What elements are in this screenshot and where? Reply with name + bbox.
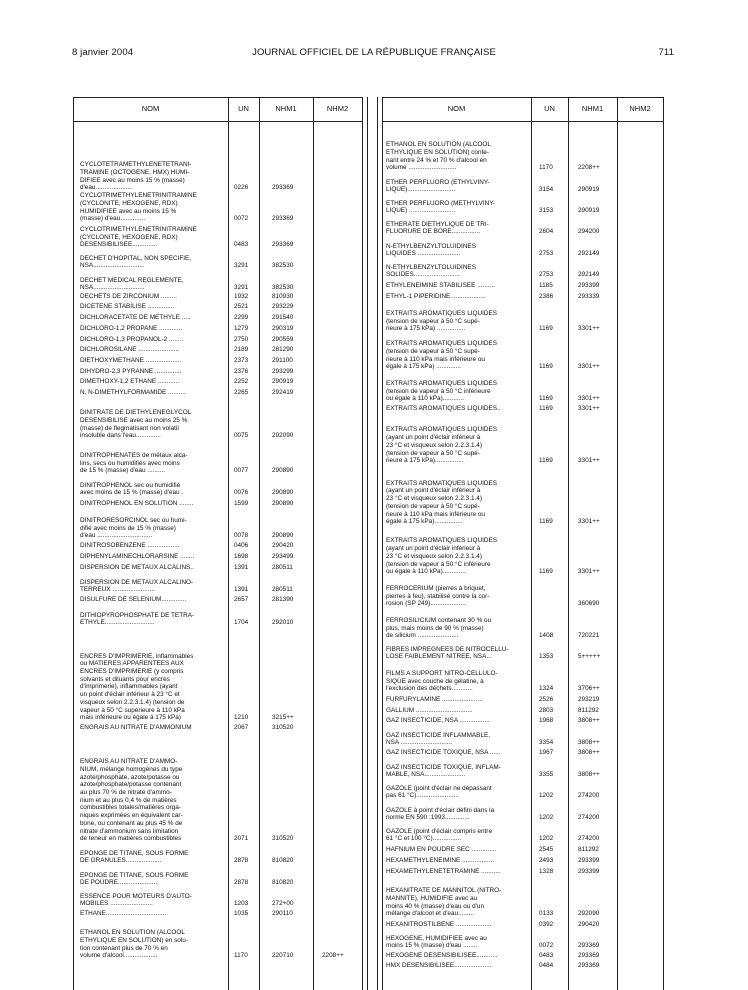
table-row bbox=[80, 563, 362, 572]
cell-nhm1: 810820 bbox=[272, 857, 294, 865]
table-row bbox=[386, 240, 662, 258]
cell-nhm1: 290420 bbox=[578, 921, 600, 929]
cell-un: 1169 bbox=[539, 325, 553, 333]
cell-un: 1324 bbox=[539, 685, 554, 693]
table-row bbox=[386, 281, 662, 290]
cell-nom: DICETENE STABILISE ............... bbox=[80, 303, 175, 311]
cell-nom: N-ETHYLBENZYLTOLUIDINES LIQUIDES ........................ bbox=[386, 242, 476, 258]
cell-nhm1: 2208++ bbox=[578, 164, 600, 172]
left-table-header-rule bbox=[73, 121, 362, 122]
cell-un: 1170 bbox=[539, 164, 553, 172]
cell-nom: DINITRORESORCINOL sec ou humi- difié avec moins de 15 % (masse) d'eau ............................... bbox=[80, 516, 187, 540]
table-row bbox=[386, 804, 662, 822]
cell-un: 0133 bbox=[539, 910, 554, 918]
cell-nom: ENGRAIS AU NITRATE D'AMMO- NIUM, mélange homogènes du type azote/phosphate, azote/potasse ou azote/phosphate/potasse contenant au plus 70 % de nitrate d'ammo- nium et au plus 0,4 % de matières combustibles totales/matières orga- niques exprimées en équivalent car- bone, ou contenant au plus 45 % de nitrate d'ammonium sans limitation de teneur en matières combustibles bbox=[80, 758, 183, 843]
cell-nhm1: 5+++++ bbox=[578, 653, 601, 661]
cell-nhm1: 293399 bbox=[578, 857, 600, 865]
cell-nom: EXTRAITS AROMATIQUES LIQUIDES (tension de vapeur à 50 °C supé- rieure à 175 kPa) ................ bbox=[386, 309, 498, 333]
cell-un: 2252 bbox=[234, 378, 249, 386]
table-row bbox=[80, 541, 362, 550]
cell-un: 0484 bbox=[539, 962, 554, 970]
table-row bbox=[80, 924, 362, 960]
right-header-un: UN bbox=[544, 104, 555, 113]
cell-un: 3355 bbox=[539, 771, 554, 779]
table-row bbox=[80, 302, 362, 311]
table-row bbox=[80, 443, 362, 475]
cell-un: 2376 bbox=[234, 368, 249, 376]
cell-nhm1: 3301++ bbox=[578, 325, 600, 333]
cell-nom: HMX DESENSIBILISEE..................... bbox=[386, 962, 492, 970]
cell-nom: GAZ INSECTICIDE, NSA ................. bbox=[386, 717, 490, 725]
cell-un: 2299 bbox=[234, 314, 249, 322]
table-row bbox=[386, 761, 662, 779]
right-header-nhm1: NHM1 bbox=[581, 104, 604, 113]
cell-nom: DINITROSOBENZENE .................. bbox=[80, 542, 180, 550]
cell-nom: DINITROPHENATES de métaux alca- lins, secs ou humidifiés avec moins de 15 % (masse) d'eau .......... bbox=[80, 451, 188, 475]
cell-nhm1: 3808++ bbox=[578, 771, 600, 779]
cell-nhm1: 272+00 bbox=[272, 900, 294, 908]
cell-un: 0077 bbox=[234, 467, 249, 475]
cell-un: 3291 bbox=[234, 284, 249, 292]
cell-un: 1391 bbox=[234, 564, 249, 572]
cell-nhm1: 274200 bbox=[578, 792, 600, 800]
cell-nhm1: 290919 bbox=[272, 378, 294, 386]
cell-un: 1202 bbox=[539, 792, 554, 800]
cell-nom: N-ETHYLBENZYLTOLUIDINES SOLIDES.......................... bbox=[386, 263, 476, 279]
table-row bbox=[386, 261, 662, 279]
table-row bbox=[386, 729, 662, 747]
cell-nhm1: 720221 bbox=[578, 632, 600, 640]
table-row bbox=[80, 595, 362, 604]
cell-nhm1: 290890 bbox=[272, 500, 294, 508]
cell-un: 1599 bbox=[234, 500, 249, 508]
cell-nhm1: 290319 bbox=[272, 325, 294, 333]
table-row bbox=[80, 909, 362, 918]
cell-nom: CYCLOTRIMETHYLENETRINITRAMINE (CYCLONITE, HEXOGENE, RDX) DESENSIBILISEE.............. bbox=[80, 225, 197, 249]
left-table-border-right bbox=[362, 97, 363, 990]
cell-nhm1: 292090 bbox=[578, 910, 600, 918]
cell-nhm1: 293369 bbox=[272, 215, 294, 223]
cell-un: 2878 bbox=[234, 857, 249, 865]
cell-nom: DICHLOROSILANE ....................... bbox=[80, 346, 180, 354]
cell-nom: EPONGE DE TITANE, SOUS FORME DE GRANULES.................... bbox=[80, 849, 189, 865]
cell-un: 1698 bbox=[234, 553, 249, 561]
left-header-nom: NOM bbox=[141, 104, 160, 113]
table-row bbox=[80, 356, 362, 365]
cell-nhm1: 293229 bbox=[272, 303, 294, 311]
cell-nhm1: 293369 bbox=[272, 241, 294, 249]
table-row bbox=[386, 176, 662, 194]
table-row bbox=[386, 867, 662, 876]
cell-un: 1353 bbox=[539, 653, 554, 661]
table-row bbox=[386, 218, 662, 236]
cell-nom: ETHERATE DIETHYLIQUE DE TRI- FLUORURE DE BORE................ bbox=[386, 220, 489, 236]
cell-nhm1: 290890 bbox=[272, 489, 294, 497]
table-row bbox=[386, 926, 662, 950]
cell-nom: FILMS A SUPPORT NITRO-CELLULO- SIQUE avec couche de gélatine, à l'exclusion des déchets............ bbox=[386, 669, 498, 693]
cell-nhm1: 290919 bbox=[578, 186, 600, 194]
cell-un: 2750 bbox=[234, 336, 249, 344]
table-row bbox=[80, 576, 362, 594]
cell-nom: DICHLORO-1,2 PROPANE ............. bbox=[80, 325, 183, 333]
cell-nom: DISPERSION DE METAUX ALCALINS.. bbox=[80, 564, 194, 572]
cell-un: 1035 bbox=[234, 910, 249, 918]
cell-nhm1: 281390 bbox=[272, 596, 294, 604]
cell-nhm1: 290420 bbox=[272, 542, 294, 550]
cell-nom: EXTRAITS AROMATIQUES LIQUIDES (tension de vapeur à 50 °C inférieure ou égale à 110 kPa)............ bbox=[386, 379, 498, 403]
page-number: 711 bbox=[658, 47, 674, 58]
cell-nom: DISULFURE DE SELENIUM.............. bbox=[80, 596, 187, 604]
cell-nom: ENGRAIS AU NITRATE D'AMMONIUM bbox=[80, 724, 192, 732]
cell-nhm1: 293219 bbox=[578, 696, 600, 704]
cell-nhm1: 3301++ bbox=[578, 405, 600, 413]
cell-nom: EXTRAITS AROMATIQUES LIQUIDES (ayant un point d'éclair inférieur à 23 °C et visqueux selon 2.2.3.1.4) (tension de vapeur à 50 °C inférieure ou égale à 110 kPa)............. bbox=[386, 537, 498, 576]
left-header-nhm1: NHM1 bbox=[275, 104, 297, 113]
right-table-border-right bbox=[663, 97, 664, 990]
cell-un: 2753 bbox=[539, 271, 554, 279]
right-table-header-rule bbox=[382, 121, 663, 122]
cell-nom: GAZOLE à point d'éclair défini dans la norme EN 590 :1993.............. bbox=[386, 806, 495, 822]
cell-nhm1: 3301++ bbox=[578, 568, 600, 576]
table-row bbox=[386, 878, 662, 918]
cell-nhm1: 3301++ bbox=[578, 457, 600, 465]
cell-nom: DINITRATE DE DIETHYLENEGLYCOL DESENSIBILISE avec au moins 25 % (masse) de flegmatisant non volatil insoluble dans l'eau.............. bbox=[80, 409, 192, 440]
cell-un: 3154 bbox=[539, 186, 554, 194]
cell-nom: GALLIUM ................................ bbox=[386, 707, 473, 715]
cell-un: 2373 bbox=[234, 357, 249, 365]
cell-un: 1932 bbox=[234, 293, 249, 301]
table-row bbox=[80, 367, 362, 376]
table-row bbox=[386, 782, 662, 800]
cell-un: 2604 bbox=[539, 228, 554, 236]
cell-un: 1202 bbox=[539, 814, 554, 822]
cell-nom: GAZ INSECTICIDE TOXIQUE, NSA ...... bbox=[386, 749, 501, 757]
table-row bbox=[80, 377, 362, 386]
cell-nhm1: 810930 bbox=[272, 293, 294, 301]
cell-nom: GAZOLE (point d'éclair ne dépassant pas 61 °C)........................ bbox=[386, 784, 492, 800]
cell-nom: HEXAMETHYLENEIMINE .................. bbox=[386, 857, 494, 865]
table-row bbox=[80, 847, 362, 865]
cell-un: 2386 bbox=[539, 293, 554, 301]
right-table-top-rule bbox=[382, 97, 663, 98]
table-row bbox=[386, 748, 662, 757]
table-row bbox=[386, 576, 662, 608]
left-table-border bbox=[73, 97, 74, 990]
cell-nom: HAFNIUM EN POUDRE SEC .............. bbox=[386, 846, 497, 854]
table-row bbox=[80, 634, 362, 722]
cell-nhm1: 290890 bbox=[272, 532, 294, 540]
cell-un: 3291 bbox=[234, 262, 249, 270]
table-row bbox=[386, 404, 662, 413]
table-row bbox=[80, 723, 362, 732]
table-row bbox=[386, 706, 662, 715]
center-double-rule bbox=[367, 97, 368, 990]
cell-un: 0483 bbox=[234, 241, 249, 249]
cell-un: 0392 bbox=[539, 921, 554, 929]
table-row bbox=[80, 869, 362, 887]
cell-nom: GAZ INSECTICIDE TOXIQUE, INFLAM- MABLE, NSA....................... bbox=[386, 763, 501, 779]
table-row bbox=[80, 160, 362, 192]
header-date: 8 janvier 2004 bbox=[72, 47, 134, 58]
cell-nhm1: 3706++ bbox=[578, 685, 600, 693]
cell-un: 2753 bbox=[539, 250, 554, 258]
table-row bbox=[80, 735, 362, 843]
cell-un: 2071 bbox=[234, 835, 249, 843]
cell-un: 1169 bbox=[539, 457, 553, 465]
cell-un: 0076 bbox=[234, 489, 249, 497]
cell-un: 0072 bbox=[234, 215, 249, 223]
cell-nom: EXTRAITS AROMATIQUES LIQUIDES (ayant un point d'éclair inférieur à 23 °C et visqueux selon 2.2.3.1.4) (tension de vapeur à 50 °C supé- rieure à 110 kPa mais inférieure ou égale à 175 kPa)................ bbox=[386, 479, 498, 526]
cell-nhm1: 290559 bbox=[272, 336, 294, 344]
cell-nom: GAZ INSECTICIDE INFLAMMABLE, NSA ............................. bbox=[386, 731, 491, 747]
cell-nhm1: 291100 bbox=[272, 357, 293, 365]
right-header-nom: NOM bbox=[447, 104, 466, 113]
cell-un: 1169 bbox=[539, 395, 553, 403]
table-row bbox=[386, 136, 662, 172]
cell-nom: DIPHENYLAMINECHLORARSINE ........ bbox=[80, 553, 195, 561]
cell-nhm1: 281290 bbox=[272, 346, 294, 354]
cell-nom: DISPERSION DE METAUX ALCALINO- TERREUX ........................ bbox=[80, 578, 194, 594]
cell-nhm2: 2208++ bbox=[322, 952, 344, 960]
cell-un: 0483 bbox=[539, 952, 554, 960]
cell-un: 1391 bbox=[234, 586, 249, 594]
cell-un: 0406 bbox=[234, 542, 249, 550]
cell-nhm1: 290890 bbox=[272, 467, 294, 475]
cell-nhm1: 220710 bbox=[272, 952, 294, 960]
cell-nhm1: 310520 bbox=[272, 724, 294, 732]
cell-un: 3153 bbox=[539, 207, 554, 215]
cell-nhm1: 293369 bbox=[578, 942, 600, 950]
cell-nhm1: 3808++ bbox=[578, 717, 600, 725]
cell-nom: FERROCERIUM (pierres à briquet, pierres à feu), stabilisé contre la cor- rosion (SP 249).................... bbox=[386, 584, 490, 608]
cell-nom: DECHET D'HOPITAL, NON SPECIFIE, NSA............................. bbox=[80, 254, 192, 270]
cell-un: 2067 bbox=[234, 724, 249, 732]
cell-un: 2657 bbox=[234, 596, 249, 604]
cell-nom: EXTRAITS AROMATIQUES LIQUIDES.. bbox=[386, 405, 501, 413]
cell-un: 1210 bbox=[234, 714, 249, 722]
cell-nhm1: 280511 bbox=[272, 564, 293, 572]
cell-nhm1: 291540 bbox=[272, 314, 294, 322]
cell-un: 0072 bbox=[539, 942, 554, 950]
cell-nom: CYCLOTETRAMETHYLENETETRANI- TRAMINE (OCTOGENE, HMX) HUMI- DIFIEE avec au moins 15 % (masse) d'eau..................... bbox=[80, 161, 192, 192]
cell-nhm1: 310520 bbox=[272, 835, 294, 843]
cell-nom: ETHER PERFLUORO (METHYLVINY- LIQUE) .......................... bbox=[386, 199, 496, 215]
cell-nom: ESSENCE POUR MOTEURS D'AUTO- MOBILES ........................ bbox=[80, 892, 192, 908]
cell-un: 3354 bbox=[539, 739, 554, 747]
table-row bbox=[386, 468, 662, 526]
cell-nhm1: 382530 bbox=[272, 284, 294, 292]
cell-nhm1: 294200 bbox=[578, 228, 600, 236]
cell-un: 2878 bbox=[234, 879, 249, 887]
cell-nhm1: 280511 bbox=[272, 586, 293, 594]
table-row bbox=[386, 845, 662, 854]
cell-un: 1203 bbox=[234, 900, 249, 908]
cell-nhm1: 292149 bbox=[578, 271, 600, 279]
cell-nom: ENCRES D'IMPRIMERIE, inflammables ou MATIERES APPARENTEES AUX ENCRES D'IMPRIMERIE (y compris solvants et diluants pour encres d'imprimerie), inflammables (ayant un point d'éclair inférieur à 23 °C et visqueux selon 2.2.3.1.4) (tension de vapeur à 50 °C supérieure à 110 kPa mais inférieure ou égale à 175 kPa) bbox=[80, 652, 194, 722]
table-row bbox=[80, 225, 362, 249]
cell-un: 0226 bbox=[234, 184, 249, 192]
table-row bbox=[80, 345, 362, 354]
cell-nhm1: 293339 bbox=[578, 293, 600, 301]
cell-un: 1169 bbox=[539, 518, 553, 526]
cell-nhm1: 293499 bbox=[272, 553, 294, 561]
cell-nom: DINITROPHENOL sec ou humidifié avec moins de 15 % (masse) d'eau . bbox=[80, 481, 184, 497]
cell-nom: ETHER PERFLUORO (ETHYLVINY- LIQUE)........................... bbox=[386, 178, 490, 194]
cell-nom: EPONGE DE TITANE, SOUS FORME DE POUDRE....................... bbox=[80, 871, 189, 887]
left-header-nhm2: NHM2 bbox=[326, 104, 349, 113]
cell-un: 1202 bbox=[539, 835, 554, 843]
table-row bbox=[80, 473, 362, 497]
cell-nhm1: 811292 bbox=[578, 846, 599, 854]
cell-nom: N, N-DIMETHYLFORMAMIDE .......... bbox=[80, 389, 186, 397]
table-row bbox=[386, 825, 662, 843]
cell-nom: ETHANOL EN SOLUTION (ALCOOL ETHYLIQUE EN SOLUTION) conte- nant entre 24 % et 70 % d'alcool en volume ........................... bbox=[386, 141, 491, 172]
table-row bbox=[386, 301, 662, 333]
cell-un: 2803 bbox=[539, 707, 554, 715]
cell-nom: EXTRAITS AROMATIQUES LIQUIDES (tension de vapeur à 50 °C supé- rieure à 110 kPa mais inférieure ou égale à 175 kPa) .............. bbox=[386, 340, 498, 371]
table-row bbox=[386, 695, 662, 704]
cell-un: 2493 bbox=[539, 857, 554, 865]
cell-nom: ETHANOL EN SOLUTION (ALCOOL ETHYLIQUE EN SOLUTION) en solu- tion contenant plus de 70 % en volume d'alcool................... bbox=[80, 929, 188, 960]
cell-nom: HEXAMETHYLENETETRAMINE ........... bbox=[386, 868, 501, 876]
cell-un: 2526 bbox=[539, 696, 554, 704]
cell-nom: HEXANITRATE DE MANNITOL (NITRO- MANNITE), HUMIDIFIE avec au moins 40 % (masse) d'eau ou d'un mélange d'alcool et d'eau......... bbox=[386, 887, 502, 918]
cell-nhm1: 290919 bbox=[578, 207, 600, 215]
cell-un: 1170 bbox=[234, 952, 248, 960]
cell-un: 1185 bbox=[539, 282, 553, 290]
cell-nom: HEXOGENE DESENSIBILISEE............ bbox=[386, 952, 498, 960]
table-row bbox=[80, 324, 362, 333]
cell-nhm1: 3301++ bbox=[578, 518, 600, 526]
left-table-top-rule bbox=[73, 97, 362, 98]
cell-un: 1169 bbox=[539, 568, 553, 576]
cell-nom: ETHYLENEIMINE STABILISEE .......... bbox=[386, 282, 495, 290]
cell-nom: DIHYDRO-2,3 PYRANNE ............... bbox=[80, 368, 182, 376]
cell-nhm1: 293369 bbox=[272, 184, 294, 192]
cell-nom: FURFURYLAMINE ....................... bbox=[386, 696, 483, 704]
center-double-rule bbox=[377, 97, 378, 990]
cell-un: 1704 bbox=[234, 619, 249, 627]
cell-un: 1328 bbox=[539, 868, 554, 876]
table-row bbox=[386, 331, 662, 371]
cell-un: 1408 bbox=[539, 632, 554, 640]
table-row bbox=[80, 388, 362, 397]
cell-nhm1: 274200 bbox=[578, 814, 600, 822]
table-row bbox=[386, 528, 662, 576]
cell-nhm1: 3301++ bbox=[578, 363, 600, 371]
cell-nom: DINITROPHENOL EN SOLUTION ........ bbox=[80, 500, 194, 508]
table-row bbox=[80, 398, 362, 440]
cell-nom: ETHANE.................................. bbox=[80, 910, 167, 918]
table-row bbox=[80, 274, 362, 292]
table-row bbox=[80, 609, 362, 627]
table-row bbox=[386, 856, 662, 865]
cell-un: 2521 bbox=[234, 303, 249, 311]
cell-nom: DICHLORACETATE DE METHYLE ..... bbox=[80, 314, 191, 322]
table-row bbox=[80, 890, 362, 908]
cell-nom: DIETHOXYMETHANE .................... bbox=[80, 357, 182, 365]
table-row bbox=[386, 653, 662, 693]
cell-nhm1: 293399 bbox=[578, 868, 600, 876]
cell-un: 2189 bbox=[234, 346, 249, 354]
cell-nhm1: 274200 bbox=[578, 835, 600, 843]
cell-nhm1: 382530 bbox=[272, 262, 294, 270]
cell-nom: GAZOLE (point d'éclair compris entre 61 °C et 100 °C)................ bbox=[386, 827, 492, 843]
left-header-un: UN bbox=[238, 104, 249, 113]
journal-title: JOURNAL OFFICIEL DE LA RÉPUBLIQUE FRANÇAISE bbox=[252, 47, 496, 58]
cell-nom: FIBRES IMPREGNEES DE NITROCELLU- LOSE FAIBLEMENT NITREE, NSA... bbox=[386, 645, 509, 661]
cell-nhm1: 360690 bbox=[578, 600, 600, 608]
cell-nhm1: 3808++ bbox=[578, 749, 600, 757]
cell-nhm1: 293369 bbox=[578, 952, 600, 960]
cell-un: 0078 bbox=[234, 532, 249, 540]
table-row bbox=[80, 508, 362, 540]
cell-un: 1967 bbox=[539, 749, 554, 757]
cell-un: 1169 bbox=[539, 405, 553, 413]
cell-nom: DECHET MEDICAL REGLEMENTE, NSA............................. bbox=[80, 276, 184, 292]
cell-nhm1: 292149 bbox=[578, 250, 600, 258]
cell-un: 1968 bbox=[539, 717, 554, 725]
table-row bbox=[80, 313, 362, 322]
cell-nhm1: 292419 bbox=[272, 389, 294, 397]
cell-nom: DITHIOPYROPHOSPHATE DE TETRA- ETHYLE............................ bbox=[80, 611, 195, 627]
cell-nom: DECHETS DE ZIRCONIUM ......... bbox=[80, 293, 177, 301]
cell-nom: DICHLORO-1,3 PROPANOL-2 ........ bbox=[80, 336, 184, 344]
cell-un: 1169 bbox=[539, 363, 553, 371]
table-row bbox=[80, 552, 362, 561]
cell-nom: DIMETHOXY-1,2 ETHANE ............ bbox=[80, 378, 180, 386]
table-row bbox=[80, 292, 362, 301]
table-row bbox=[80, 499, 362, 508]
cell-un: 2265 bbox=[234, 389, 249, 397]
table-row bbox=[386, 716, 662, 725]
table-row bbox=[386, 371, 662, 403]
cell-nhm1: 3215++ bbox=[272, 714, 294, 722]
cell-nhm1: 293299 bbox=[272, 368, 294, 376]
cell-nhm1: 290110 bbox=[272, 910, 293, 918]
right-header-nhm2: NHM2 bbox=[629, 104, 651, 113]
table-row bbox=[386, 961, 662, 970]
table-row bbox=[80, 252, 362, 270]
cell-nhm1: 3808++ bbox=[578, 739, 600, 747]
cell-nhm1: 810820 bbox=[272, 879, 294, 887]
cell-un: 0075 bbox=[234, 432, 249, 440]
table-row bbox=[80, 335, 362, 344]
table-row bbox=[386, 292, 662, 301]
cell-nom: HEXANITROSTILBENE .................... bbox=[386, 921, 492, 929]
cell-un: 1279 bbox=[234, 325, 249, 333]
table-row bbox=[386, 415, 662, 465]
cell-nom: EXTRAITS AROMATIQUES LIQUIDES (ayant un point d'éclair inférieur à 23 °C et visqueux selon 2.2.3.1.4) (tension de vapeur à 50 °C supé- rieure à 175 kPa)................ bbox=[386, 426, 498, 465]
cell-nom: HEXOGENE, HUMIDIFIEE avec au moins 15 % (masse) d'eau ........ bbox=[386, 934, 487, 950]
cell-nhm1: 293399 bbox=[578, 282, 600, 290]
cell-nhm1: 293369 bbox=[578, 962, 600, 970]
table-row bbox=[386, 951, 662, 960]
table-row bbox=[80, 191, 362, 223]
cell-nhm1: 292010 bbox=[272, 619, 294, 627]
cell-nhm1: 292090 bbox=[272, 432, 294, 440]
cell-nhm1: 811292 bbox=[578, 707, 599, 715]
table-row bbox=[386, 197, 662, 215]
cell-un: 2545 bbox=[539, 846, 554, 854]
cell-nom: CYCLOTRIMETHYLENETRINITRAMINE (CYCLONITE, HEXOGENE, RDX) HUMIDIFIEE avec au moins 15 % (masse) d'eau.............. bbox=[80, 192, 197, 223]
right-table-border bbox=[382, 97, 383, 990]
cell-nom: ETHYL-1 PIPERIDINE ................... bbox=[386, 293, 486, 301]
cell-nhm1: 3301++ bbox=[578, 395, 600, 403]
cell-nom: FERROSILICIUM contenant 30 % ou plus, mais moins de 90 % (masse) de silicium ....................... bbox=[386, 616, 492, 640]
